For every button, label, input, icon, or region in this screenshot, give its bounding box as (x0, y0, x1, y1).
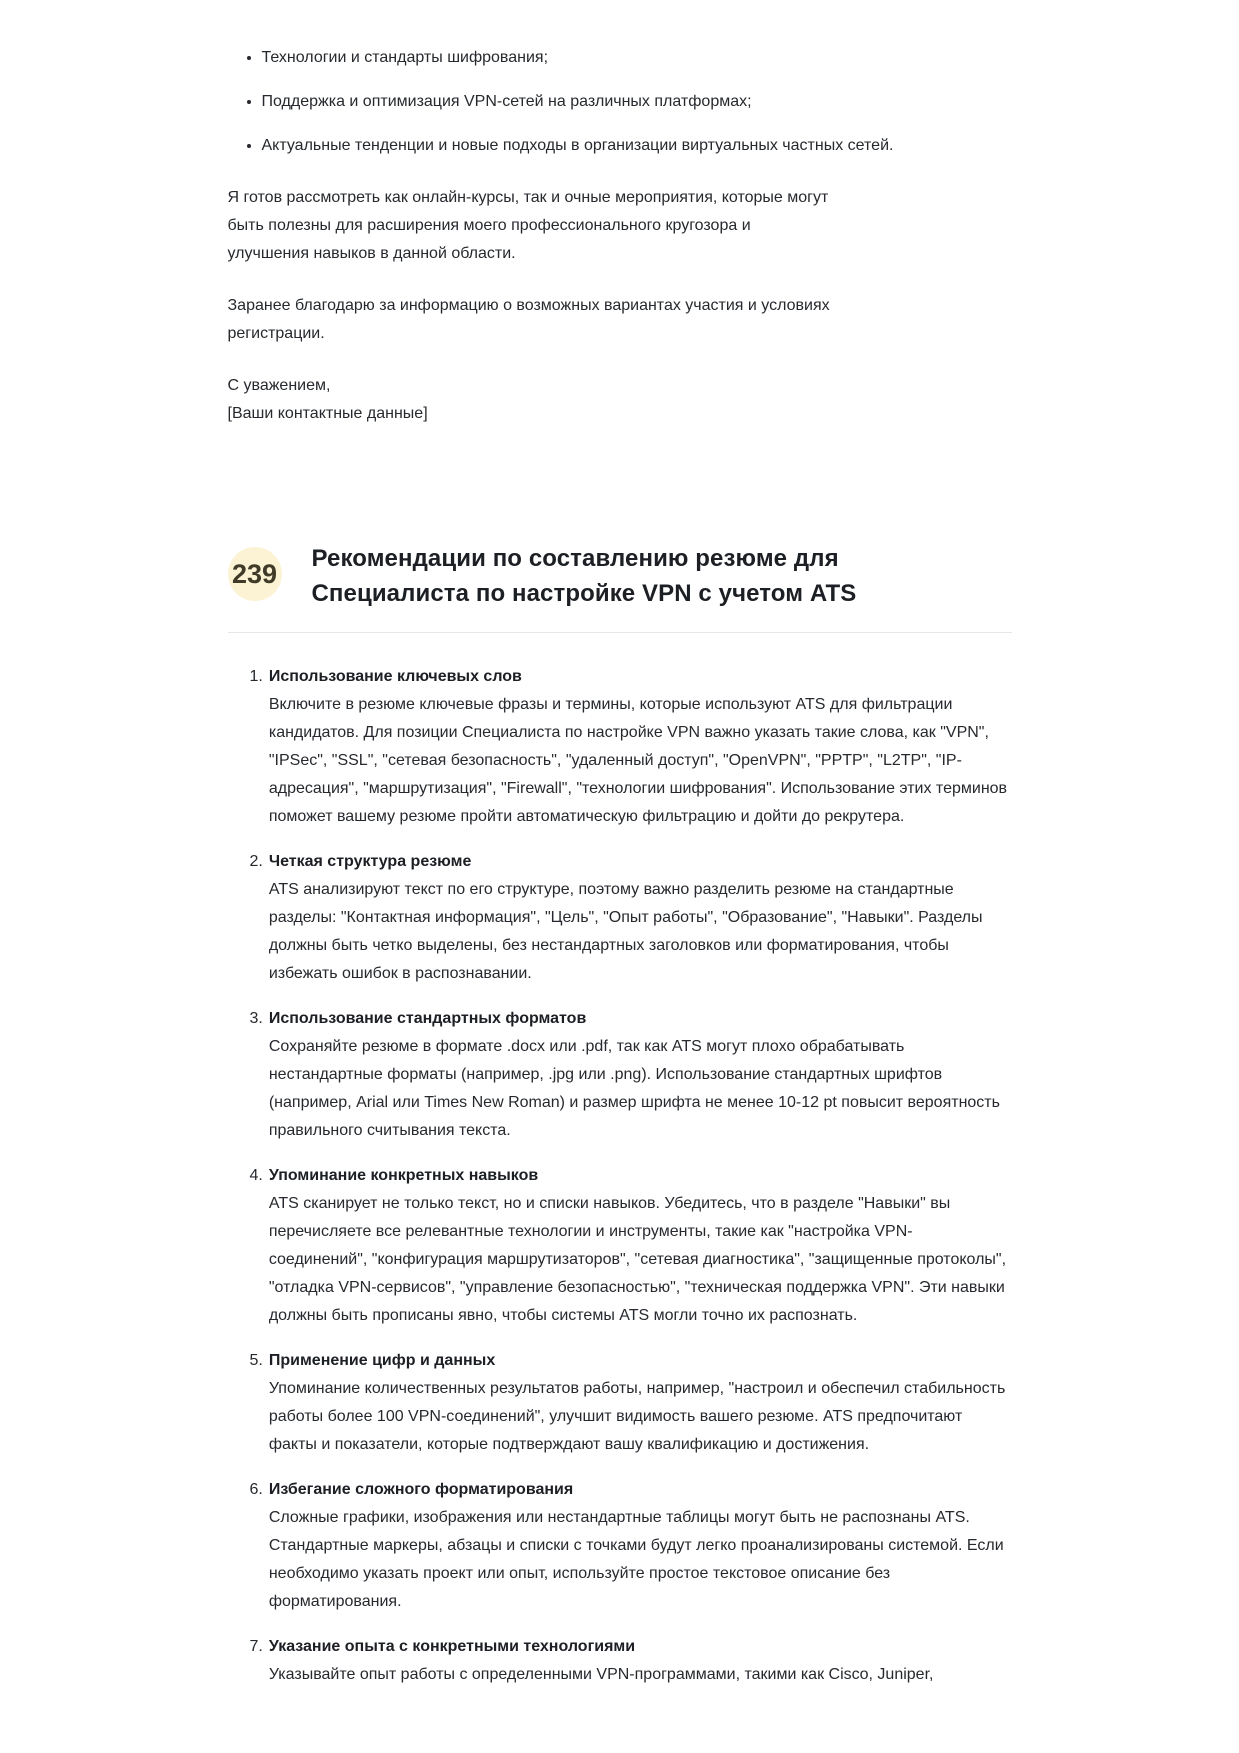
document-content (228, 0, 1012, 1689)
item-content (269, 848, 1011, 988)
item-number: 5. (249, 1351, 263, 1369)
item-number: 3. (249, 1009, 263, 1027)
recommendation-item (250, 1633, 1012, 1689)
item-title: Избегание сложного форматирования (268, 1480, 574, 1498)
recommendation-item (250, 1476, 1012, 1616)
signature-contact-placeholder: [Ваши контактные данные] (227, 405, 428, 422)
item-body: ATS анализируют текст по его структуре, поэтому важно разделить резюме на стандартные разделы: "Контактная информация", "Цель", "Опыт работы", "Образование", "Навыки". Разделы должны быть четко выделены, без нестандартных заголовков или форматирования, чтобы избежать ошибок в распознавании. (268, 880, 983, 982)
signature-line: С уважением, (227, 377, 331, 394)
item-body: ATS сканирует не только текст, но и списки навыков. Убедитесь, что в разделе "Навыки" вы перечисляете все релевантные технологии и инструменты, такие как "настройка VPN-соединений", "конфигурация маршрутизаторов", "сетевая диагностика", "защищенные протоколы", "отладка VPN-сервисов", "управление безопасностью", "техническая поддержка VPN". Эти навыки должны быть прописаны явно, чтобы системы ATS могли точно их распознать. (268, 1194, 1007, 1324)
item-title: Использование стандартных форматов (268, 1009, 587, 1027)
recommendation-item (250, 848, 1012, 988)
item-number: 4. (249, 1166, 263, 1184)
item-content (269, 1347, 1011, 1459)
recommendations-list (228, 663, 1012, 1689)
item-body: Сложные графики, изображения или нестандартные таблицы могут быть не распознаны ATS. Стандартные маркеры, абзацы и списки с точками будут легко проанализированы системой. Если необходимо указать проект или опыт, используйте простое текстовое описание без форматирования. (268, 1508, 1004, 1610)
intro-bullet-list (228, 44, 1012, 160)
item-content (269, 663, 1011, 831)
section-header (228, 542, 1012, 612)
item-content (269, 1005, 1011, 1145)
item-title: Использование ключевых слов (268, 667, 522, 685)
section-title: Рекомендации по составлению резюме для Специалиста по настройке VPN с учетом ATS (311, 545, 857, 607)
item-body: Сохраняйте резюме в формате .docx или .pdf, так как ATS могут плохо обрабатывать нестандартные форматы (например, .jpg или .png). Использование стандартных шрифтов (например, Arial или Times New Roman) и размер шрифта не менее 10-12 pt повысит вероятность правильного считывания текста. (268, 1037, 1000, 1139)
signature-block (228, 372, 832, 428)
bullet-item: • Актуальные тенденции и новые подходы в организации виртуальных частных сетей. (262, 132, 902, 160)
item-content (269, 1162, 1011, 1330)
item-title: Указание опыта с конкретными технологиями (268, 1637, 636, 1655)
item-content (269, 1476, 1011, 1616)
paragraph: Заранее благодарю за информацию о возможных вариантах участия и условиях регистрации. (227, 297, 830, 342)
recommendation-item (250, 1347, 1012, 1459)
item-title: Четкая структура резюме (268, 852, 472, 870)
recommendation-item (250, 663, 1012, 831)
bullet-item: • Поддержка и оптимизация VPN-сетей на различных платформах; (262, 88, 902, 116)
paragraph: Я готов рассмотреть как онлайн-курсы, так и очные мероприятия, которые могут быть полезны для расширения моего профессионального кругозора и улучшения навыков в данной области. (227, 189, 829, 262)
item-body: Упоминание количественных результатов работы, например, "настроил и обеспечил стабильность работы более 100 VPN-соединений", улучшит видимость вашего резюме. ATS предпочитают факты и показатели, которые подтверждают вашу квалификацию и достижения. (268, 1379, 1006, 1453)
item-number: 6. (249, 1480, 263, 1498)
item-body: Указывайте опыт работы с определенными VPN-программами, такими как Cisco, Juniper, (268, 1665, 934, 1683)
section-number-badge: 239 (228, 547, 282, 601)
item-number: 2. (249, 852, 263, 870)
item-content (269, 1633, 934, 1689)
item-body: Включите в резюме ключевые фразы и термины, которые используют ATS для фильтрации кандидатов. Для позиции Специалиста по настройке VPN важно указать такие слова, как "VPN", "IPSec", "SSL", "сетевая безопасность", "удаленный доступ", "OpenVPN", "PPTP", "L2TP", "IP-адресация", "маршрутизация", "Firewall", "технологии шифрования". Использование этих терминов поможет вашему резюме пройти автоматическую фильтрацию и дойти до рекрутера. (268, 695, 1008, 825)
recommendation-item (250, 1162, 1012, 1330)
item-title: Упоминание конкретных навыков (268, 1166, 539, 1184)
item-title: Применение цифр и данных (268, 1351, 496, 1369)
item-number: 7. (249, 1637, 263, 1655)
item-number: 1. (249, 667, 263, 685)
bullet-item: • Технологии и стандарты шифрования; (262, 44, 902, 72)
recommendation-item (250, 1005, 1012, 1145)
section-divider (228, 632, 1012, 633)
